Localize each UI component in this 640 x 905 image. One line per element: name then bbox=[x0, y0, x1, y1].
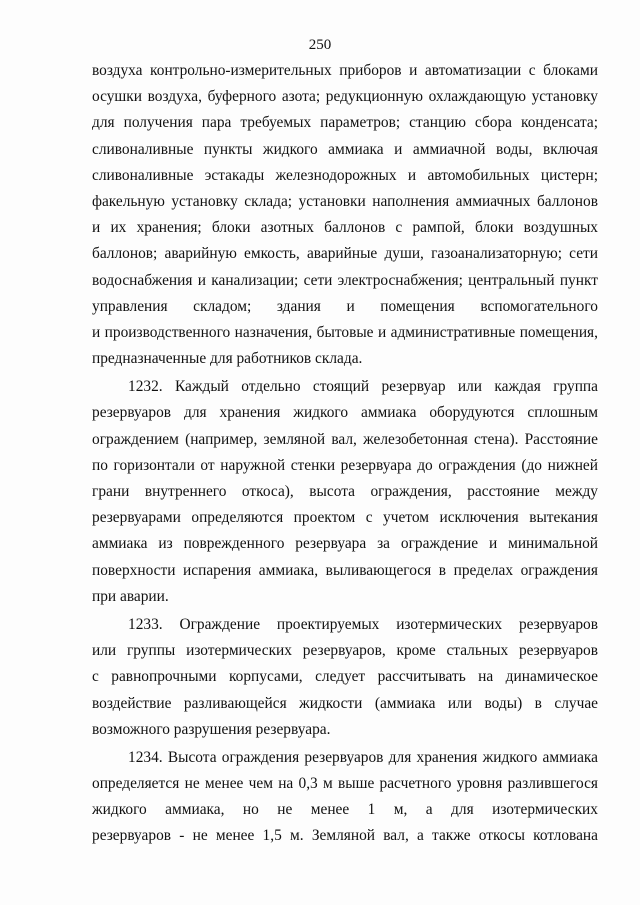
text-line: предназначенные для работников склада. bbox=[92, 350, 363, 368]
paragraph-1232 bbox=[92, 374, 598, 610]
paragraph-1234 bbox=[92, 745, 598, 850]
text-line: резервуаров для хранения жидкого аммиака оборудуются сплошным bbox=[92, 404, 598, 422]
text-line: для получения пара требуемых параметров; станцию сбора конденсата; bbox=[92, 114, 598, 132]
text-line: возможного разрушения резервуара. bbox=[92, 720, 331, 738]
text-line: и их хранения; блоки азотных баллонов с рампой, блоки воздушных bbox=[92, 219, 598, 237]
page-number: 250 bbox=[308, 37, 332, 53]
body-text bbox=[92, 58, 598, 850]
text-line: резервуарами определяются проектом с учетом исключения вытекания bbox=[92, 509, 598, 527]
text-line: аммиака из поврежденного резервуара за ограждение и минимальной bbox=[92, 535, 598, 553]
text-line: сливоналивные эстакады железнодорожных и автомобильных цистерн; bbox=[92, 166, 598, 184]
text-line: жидкого аммиака, но не менее 1 м, а для изотермических bbox=[92, 801, 598, 819]
text-line: воздуха контрольно-измерительных приборов и автоматизации с блоками bbox=[92, 62, 598, 79]
text-line: по горизонтали от наружной стенки резервуара до ограждения (до нижней bbox=[92, 456, 598, 474]
text-line: сливоналивные пункты жидкого аммиака и аммиачной воды, включая bbox=[92, 140, 598, 158]
paragraph-continuation bbox=[92, 58, 598, 372]
text-line: определяется не менее чем на 0,3 м выше расчетного уровня разлившегося bbox=[92, 775, 598, 793]
text-line: баллонов; аварийную емкость, аварийные души, газоанализаторную; сети bbox=[92, 245, 598, 263]
text-line: 1234. Высота ограждения резервуаров для хранения жидкого аммиака bbox=[128, 748, 598, 766]
text-line: или группы изотермических резервуаров, кроме стальных резервуаров bbox=[92, 642, 598, 660]
text-line: 1232. Каждый отдельно стоящий резервуар или каждая группа bbox=[128, 378, 598, 396]
text-line: при аварии. bbox=[92, 587, 169, 605]
paragraph-1233 bbox=[92, 612, 598, 743]
text-line: воздействие разливающейся жидкости (аммиака или воды) в случае bbox=[92, 694, 598, 712]
text-line: грани внутреннего откоса), высота ограждения, расстояние между bbox=[92, 483, 598, 500]
text-line: водоснабжения и канализации; сети электроснабжения; центральный пункт bbox=[92, 271, 598, 289]
text-line: факельную установку склада; установки наполнения аммиачных баллонов bbox=[92, 192, 598, 210]
text-line: управления складом; здания и помещения вспомогательного bbox=[92, 297, 598, 315]
text-line: резервуаров - не менее 1,5 м. Земляной вал, а также откосы котлована bbox=[92, 827, 598, 845]
text-line: ограждением (например, земляной вал, железобетонная стена). Расстояние bbox=[92, 430, 598, 448]
text-line: осушки воздуха, буферного азота; редукционную охлаждающую установку bbox=[92, 88, 598, 106]
text-line: поверхности испарения аммиака, выливающегося в пределах ограждения bbox=[92, 561, 598, 579]
text-line: 1233. Ограждение проектируемых изотермических резервуаров bbox=[128, 615, 598, 633]
text-line: и производственного назначения, бытовые и административные помещения, bbox=[92, 323, 598, 341]
text-line: с равнопрочными корпусами, следует рассчитывать на динамическое bbox=[92, 668, 598, 686]
